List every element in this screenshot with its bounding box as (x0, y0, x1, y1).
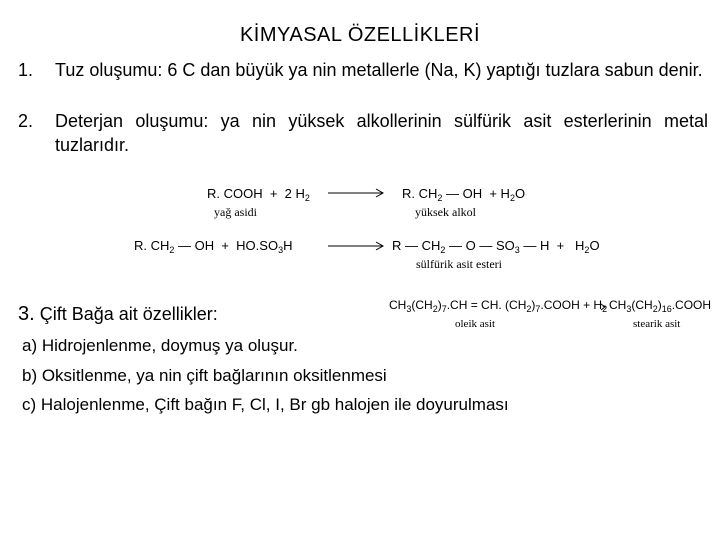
list-item-number: 1. (18, 60, 34, 80)
section-3-number: 3. (18, 303, 35, 325)
reaction-3-products: $CH_3(CH_2)_{16}.COOH$ (609, 298, 712, 314)
reaction-1-reactant-label: yağ asidi (214, 205, 257, 219)
reaction-2-products: R — $CH_2$ — O — $SO_3$ — $H + H_2O$ (392, 238, 600, 255)
section-3-heading (18, 303, 218, 326)
list-item-1 (18, 58, 708, 82)
list-item-text: Deterjan oluşumu: ya nin yüksek alkollerinin sülfürik asit esterlerinin metal tuzlarıdır. (55, 111, 708, 155)
reaction-1-arrow-icon (328, 187, 386, 202)
reaction-3-reactant-label: oleik asit (455, 318, 496, 330)
reaction-1-equation: R. COOH + 2 $H_2$ (207, 186, 310, 203)
list-item-text: Tuz oluşumu: 6 C dan büyük ya nin metallerle (Na, K) yaptığı tuzlara sabun denir. (55, 60, 703, 80)
list-item-number: 2. (18, 111, 34, 131)
section-3-line-a: a) Hidrojenlenme, doymuş ya oluşur. (22, 336, 298, 355)
reaction-3-arrow-icon (598, 300, 608, 315)
section-3-line-c: c) Halojenlenme, Çift bağın F, Cl, I, Br gb halojen ile doyurulması (22, 395, 509, 414)
reaction-3-equation: $CH_3(CH_2)_7.CH$ = CH. $(CH_2)_7.COOH + H_2$ (389, 298, 608, 314)
reaction-1-products: R. $CH_2$ — OH + $H_2O$ (402, 186, 526, 203)
reaction-1-product-label: yüksek alkol (415, 205, 476, 219)
section-3-line-b: b) Oksitlenme, ya nin çift bağlarının oksitlenmesi (22, 366, 387, 385)
section-3-title: Çift Bağa ait özellikler: (39, 304, 218, 324)
reaction-2-equation: R. $CH_2$ — OH + $HO.SO_3H$ (134, 238, 293, 255)
page-title: KİMYASAL ÖZELLİKLERİ (239, 24, 481, 46)
reaction-3-product-label: stearik asit (633, 318, 681, 330)
list-item-2 (18, 109, 708, 157)
reaction-2-arrow-icon (328, 240, 386, 255)
reaction-2-product-label: sülfürik asit esteri (416, 257, 502, 271)
